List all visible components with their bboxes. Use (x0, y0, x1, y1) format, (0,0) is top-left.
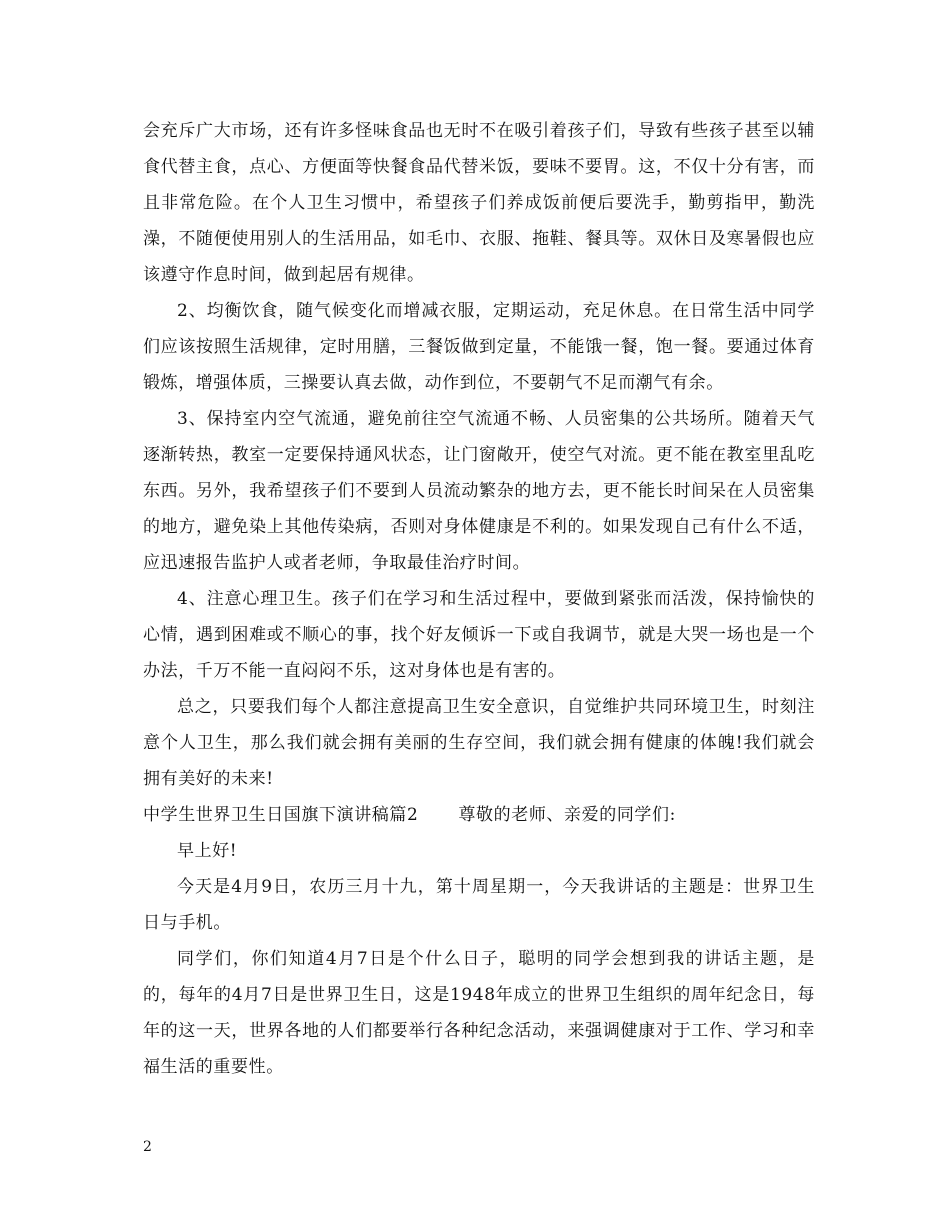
page-number: 2 (143, 1139, 152, 1155)
salutation: 尊敬的老师、亲爱的同学们: (458, 805, 676, 825)
paragraph-item-2: 2、均衡饮食，随气候变化而增减衣服，定期运动，充足休息。在日常生活中同学们应该按照生活规律，定时用膳，三餐饭做到定量，不能饿一餐，饱一餐。要通过体育锻炼，增强体质，三操要认真去做，动作到位，不要朝气不足而潮气有余。 (143, 301, 815, 393)
section-title: 中学生世界卫生日国旗下演讲稿篇2 (143, 805, 419, 825)
paragraph-item-3: 3、保持室内空气流通，避免前往空气流通不畅、人员密集的公共场所。随着天气逐渐转热，教室一定要保持通风状态，让门窗敞开，使空气对流。更不能在教室里乱吃东西。另外，我希望孩子们不要到人员流动繁杂的地方去，更不能长时间呆在人员密集的地方，避免染上其他传染病，否则对身体健康是不利的。如果发现自己有什么不适，应迅速报告监护人或者老师，争取最佳治疗时间。 (143, 409, 815, 573)
paragraph-continuation: 会充斥广大市场，还有许多怪味食品也无时不在吸引着孩子们，导致有些孩子甚至以辅食代替主食，点心、方便面等快餐食品代替米饭，要味不要胃。这，不仅十分有害，而且非常危险。在个人卫生习惯中，希望孩子们养成饭前便后要洗手，勤剪指甲，勤洗澡，不随便使用别人的生活用品，如毛巾、衣服、拖鞋、餐具等。双休日及寒暑假也应该遵守作息时间，做到起居有规律。 (143, 121, 815, 285)
paragraph-item-4: 4、注意心理卫生。孩子们在学习和生活过程中，要做到紧张而活泼，保持愉快的心情，遇到困难或不顺心的事，找个好友倾诉一下或自我调节，就是大哭一场也是一个办法，千万不能一直闷闷不乐，这对身体也是有害的。 (143, 589, 815, 681)
paragraph-summary: 总之，只要我们每个人都注意提高卫生安全意识，自觉维护共同环境卫生，时刻注意个人卫生，那么我们就会拥有美丽的生存空间，我们就会拥有健康的体魄!我们就会拥有美好的未来! (143, 697, 815, 789)
paragraph-students: 同学们，你们知道4月7日是个什么日子，聪明的同学会想到我的讲话主题，是的，每年的4月7日是世界卫生日，这是1948年成立的世界卫生组织的周年纪念日，每年的这一天，世界各地的人们都要举行各种纪念活动，来强调健康对于工作、学习和幸福生活的重要性。 (143, 949, 815, 1077)
section-heading (143, 797, 815, 833)
paragraph-today: 今天是4月9日，农历三月十九，第十周星期一，今天我讲话的主题是：世界卫生日与手机。 (143, 877, 815, 933)
document-body (143, 113, 815, 1085)
paragraph-greeting: 早上好! (177, 841, 238, 861)
